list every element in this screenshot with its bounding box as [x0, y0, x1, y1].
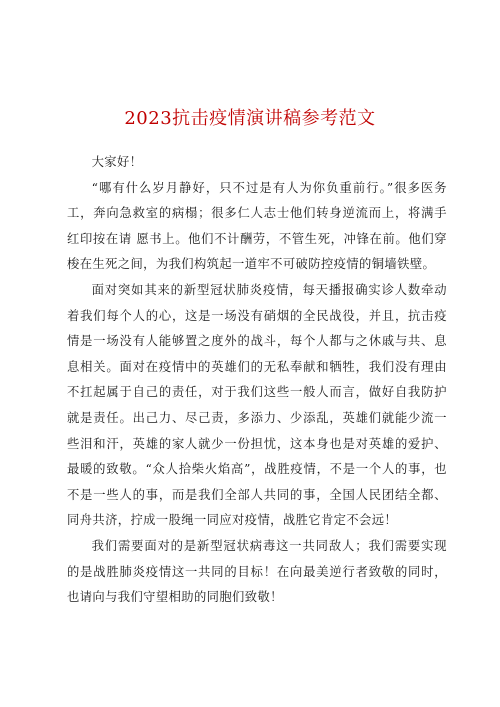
document-title: 2023抗击疫情演讲稿参考范文 — [124, 108, 376, 129]
greeting-line: 大家好！ — [91, 155, 143, 169]
paragraph-1: “哪有什么岁月静好，只不过是有人为你负重前行。”很多医务工，奔向急救室的病榻；很多仁人志士他们转身逆流而上，将满手红印按在请 愿书上。他们不计酬劳，不管生死，冲锋在前。他们穿梭在生死之间，为我们构筑起一道牢不可破防控疫情的铜墙铁壁。 — [67, 180, 447, 272]
document-body — [67, 150, 447, 611]
paragraph-3: 我们需要面对的是新型冠状病毒这一共同敌人；我们需要实现的是战胜肺炎疫情这一共同的目标！在向最美逆行者致敬的同时，也请向与我们守望相助的同胞们致敬！ — [67, 538, 447, 605]
paragraph-2: 面对突如其来的新型冠状肺炎疫情，每天播报确实诊人数牵动着我们每个人的心，这是一场没有硝烟的全民战役，并且，抗击疫情是一场没有人能够置之度外的战斗，每个人都与之休戚与共、息息相关。面对在疫情中的英雄们的无私奉献和牺牲，我们没有理由不扛起属于自己的责任，对于我们这些一般人而言，做好自我防护就是责任。出己力、尽己责，多添力、少添乱，英雄们就能少流一些泪和汗，英雄的家人就少一份担忧，这本身也是对英雄的爱护、最暖的致敬。“众人拾柴火焰高”，战胜疫情，不是一个人的事，也不是一些人的事，而是我们全部人共同的事，全国人民团结全都、同舟共济，拧成一股绳一同应对疫情，战胜它肯定不会远！ — [67, 282, 447, 528]
